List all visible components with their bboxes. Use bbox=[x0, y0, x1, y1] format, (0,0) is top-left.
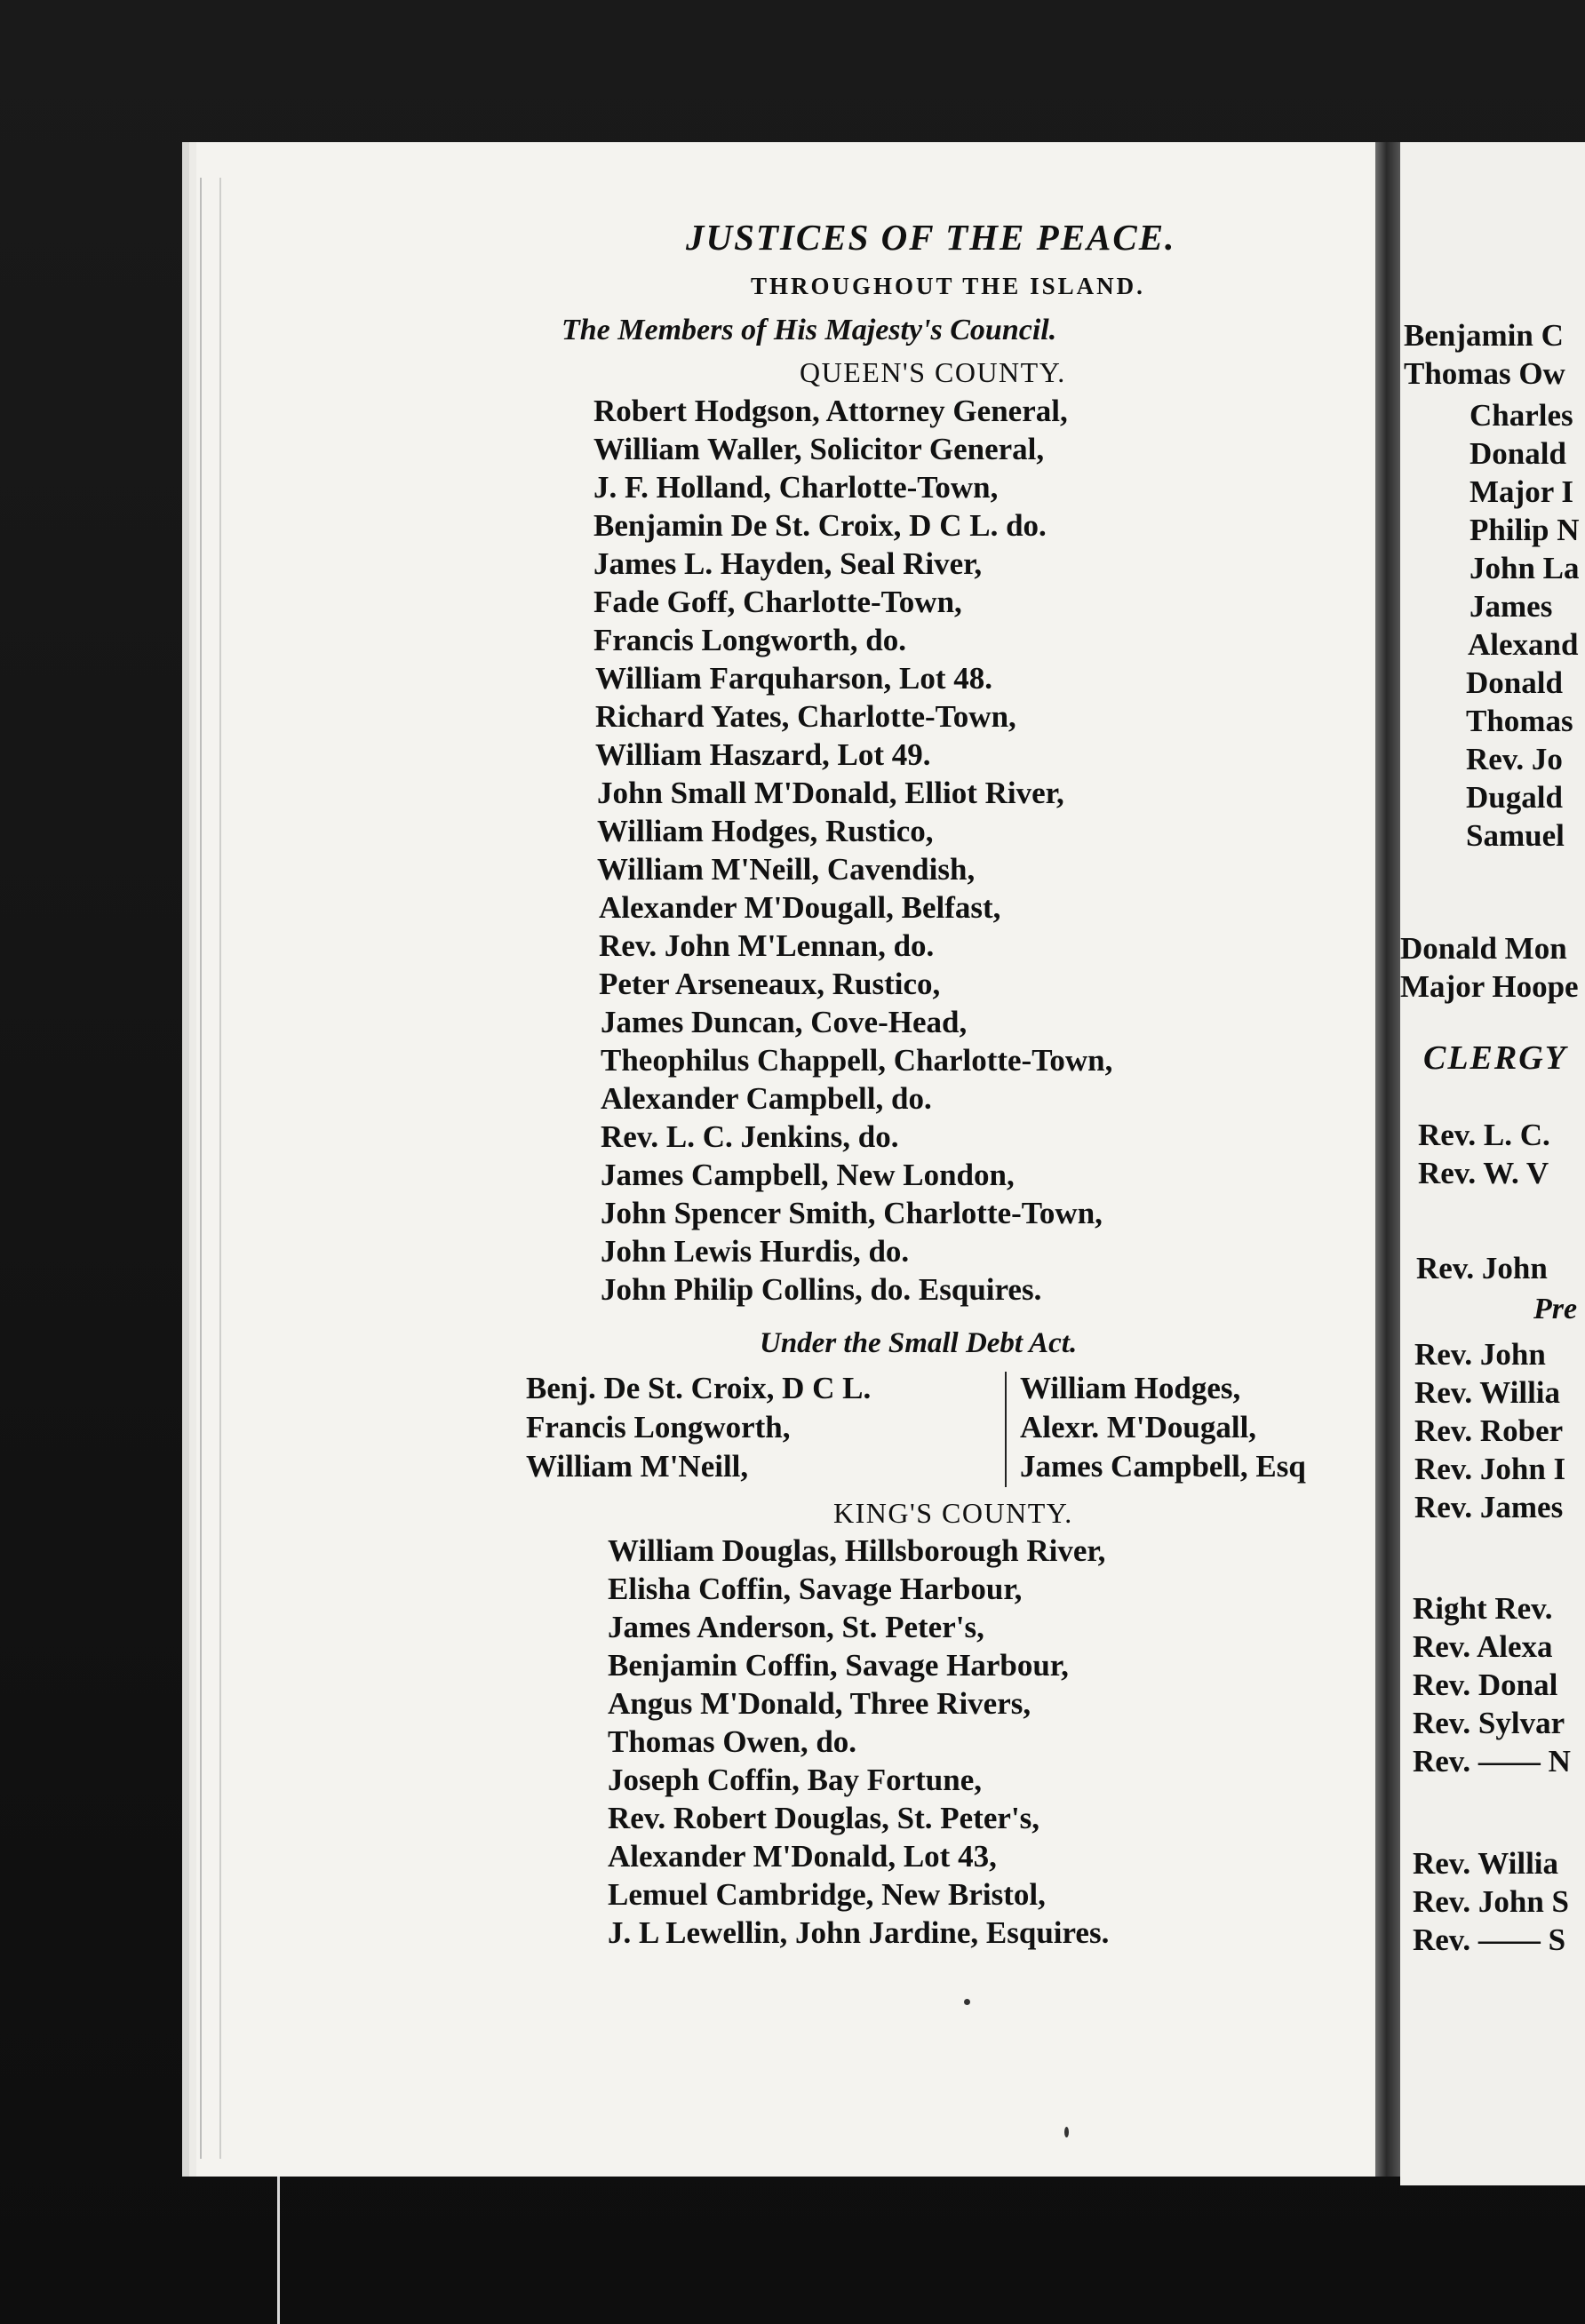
list-item: Robert Hodgson, Attorney General, bbox=[593, 394, 1068, 428]
right-page-line: Rev. Sylvar bbox=[1413, 1706, 1565, 1740]
list-item: Benjamin Coffin, Savage Harbour, bbox=[608, 1648, 1069, 1683]
list-item: Thomas Owen, do. bbox=[608, 1724, 857, 1759]
list-item: Francis Longworth, do. bbox=[593, 623, 906, 657]
council-heading: The Members of His Majesty's Council. bbox=[562, 314, 1057, 346]
right-page-line: Rev. —— N bbox=[1413, 1744, 1571, 1779]
small-debt-right-item: James Campbell, Esq bbox=[1020, 1449, 1306, 1484]
list-item: Joseph Coffin, Bay Fortune, bbox=[608, 1763, 982, 1797]
right-page-line: Charles bbox=[1470, 398, 1573, 433]
bottom-rule bbox=[277, 2177, 280, 2324]
ink-speck bbox=[1064, 2127, 1069, 2137]
right-page-line: Dugald bbox=[1466, 780, 1563, 815]
list-item: Elisha Coffin, Savage Harbour, bbox=[608, 1572, 1023, 1606]
list-item: J. F. Holland, Charlotte-Town, bbox=[593, 470, 999, 505]
page-subtitle: THROUGHOUT THE ISLAND. bbox=[751, 273, 1145, 299]
list-item: Alexander M'Donald, Lot 43, bbox=[608, 1839, 997, 1874]
page-title: JUSTICES OF THE PEACE. bbox=[686, 217, 1176, 258]
right-page-line: Major Hoope bbox=[1400, 969, 1579, 1004]
list-item: Alexander Campbell, do. bbox=[601, 1081, 932, 1116]
right-page-line: Thomas bbox=[1466, 704, 1573, 738]
right-page-line: Benjamin C bbox=[1404, 318, 1564, 353]
right-page-line: Donald bbox=[1466, 665, 1563, 700]
right-page-line: Alexand bbox=[1468, 627, 1579, 662]
right-page-line: James bbox=[1470, 589, 1553, 624]
right-page-line: Rev. Donal bbox=[1413, 1667, 1558, 1702]
list-item: William Haszard, Lot 49. bbox=[595, 737, 931, 772]
list-item: James Anderson, St. Peter's, bbox=[608, 1610, 984, 1644]
page-edge bbox=[200, 178, 221, 2159]
right-page-line: Rev. Jo bbox=[1466, 742, 1563, 776]
list-item: Rev. L. C. Jenkins, do. bbox=[601, 1119, 899, 1154]
list-item: Alexander M'Dougall, Belfast, bbox=[599, 890, 1001, 925]
queens-county-heading: QUEEN'S COUNTY. bbox=[800, 356, 1066, 388]
list-item: William Waller, Solicitor General, bbox=[593, 432, 1045, 466]
list-item: John Philip Collins, do. Esquires. bbox=[601, 1272, 1042, 1307]
right-page-line: Rev. W. V bbox=[1418, 1156, 1549, 1190]
list-item: Fade Goff, Charlotte-Town, bbox=[593, 585, 962, 619]
list-item: John Lewis Hurdis, do. bbox=[601, 1234, 910, 1269]
list-item: John Spencer Smith, Charlotte-Town, bbox=[601, 1196, 1103, 1230]
list-item: William Farquharson, Lot 48. bbox=[595, 661, 992, 696]
list-item: Richard Yates, Charlotte-Town, bbox=[595, 699, 1016, 734]
small-debt-left-item: Francis Longworth, bbox=[526, 1410, 791, 1445]
column-divider bbox=[1005, 1372, 1007, 1487]
list-item: J. L Lewellin, John Jardine, Esquires. bbox=[608, 1915, 1110, 1950]
right-page-line: Rev. James bbox=[1414, 1490, 1564, 1524]
list-item: Angus M'Donald, Three Rivers, bbox=[608, 1686, 1031, 1721]
right-page-line: Thomas Ow bbox=[1404, 356, 1565, 391]
small-debt-left-item: William M'Neill, bbox=[526, 1449, 749, 1484]
ink-speck bbox=[964, 1999, 970, 2005]
clergy-heading: CLERGY bbox=[1423, 1039, 1567, 1077]
small-debt-heading: Under the Small Debt Act. bbox=[760, 1327, 1078, 1359]
right-page bbox=[1400, 142, 1585, 2185]
book-gutter bbox=[1375, 142, 1400, 2177]
small-debt-left-item: Benj. De St. Croix, D C L. bbox=[526, 1371, 872, 1405]
small-debt-right-item: Alexr. M'Dougall, bbox=[1020, 1410, 1257, 1445]
right-page-line: Rev. Rober bbox=[1414, 1413, 1564, 1448]
list-item: James Campbell, New London, bbox=[601, 1158, 1015, 1192]
right-page-line: Rev. L. C. bbox=[1418, 1118, 1550, 1152]
right-page-line: Samuel bbox=[1466, 818, 1565, 853]
list-item: James L. Hayden, Seal River, bbox=[593, 546, 983, 581]
list-item: William Douglas, Hillsborough River, bbox=[608, 1533, 1106, 1568]
right-page-line: Donald Mon bbox=[1400, 931, 1567, 966]
kings-county-heading: KING'S COUNTY. bbox=[833, 1497, 1073, 1529]
list-item: Peter Arseneaux, Rustico, bbox=[599, 967, 941, 1001]
right-page-line: Donald bbox=[1470, 436, 1566, 471]
right-page-line: Rev. —— S bbox=[1413, 1922, 1566, 1957]
list-item: William M'Neill, Cavendish, bbox=[597, 852, 976, 887]
list-item: John Small M'Donald, Elliot River, bbox=[597, 776, 1064, 810]
list-item: Benjamin De St. Croix, D C L. do. bbox=[593, 508, 1047, 543]
right-page-line: Rev. John bbox=[1414, 1337, 1546, 1372]
list-item: James Duncan, Cove-Head, bbox=[601, 1005, 968, 1039]
small-debt-right-item: William Hodges, bbox=[1020, 1371, 1241, 1405]
right-page-line: Rev. John bbox=[1416, 1251, 1548, 1285]
list-item: Theophilus Chappell, Charlotte-Town, bbox=[601, 1043, 1113, 1078]
right-page-line: Rev. John S bbox=[1413, 1884, 1570, 1919]
right-page-line: Philip N bbox=[1470, 513, 1580, 547]
list-item: William Hodges, Rustico, bbox=[597, 814, 934, 848]
right-page-line: John La bbox=[1470, 551, 1580, 585]
right-page-line: Major I bbox=[1470, 474, 1573, 509]
right-page-line: Rev. Willia bbox=[1413, 1846, 1559, 1881]
list-item: Rev. John M'Lennan, do. bbox=[599, 928, 935, 963]
right-page-line: Rev. Willia bbox=[1414, 1375, 1561, 1410]
right-page-line: Rev. Alexa bbox=[1413, 1629, 1553, 1664]
right-page-subheading: Pre bbox=[1533, 1293, 1578, 1325]
list-item: Rev. Robert Douglas, St. Peter's, bbox=[608, 1801, 1040, 1835]
right-page-line: Right Rev. bbox=[1413, 1591, 1553, 1626]
list-item: Lemuel Cambridge, New Bristol, bbox=[608, 1877, 1046, 1912]
right-page-line: Rev. John I bbox=[1414, 1452, 1566, 1486]
